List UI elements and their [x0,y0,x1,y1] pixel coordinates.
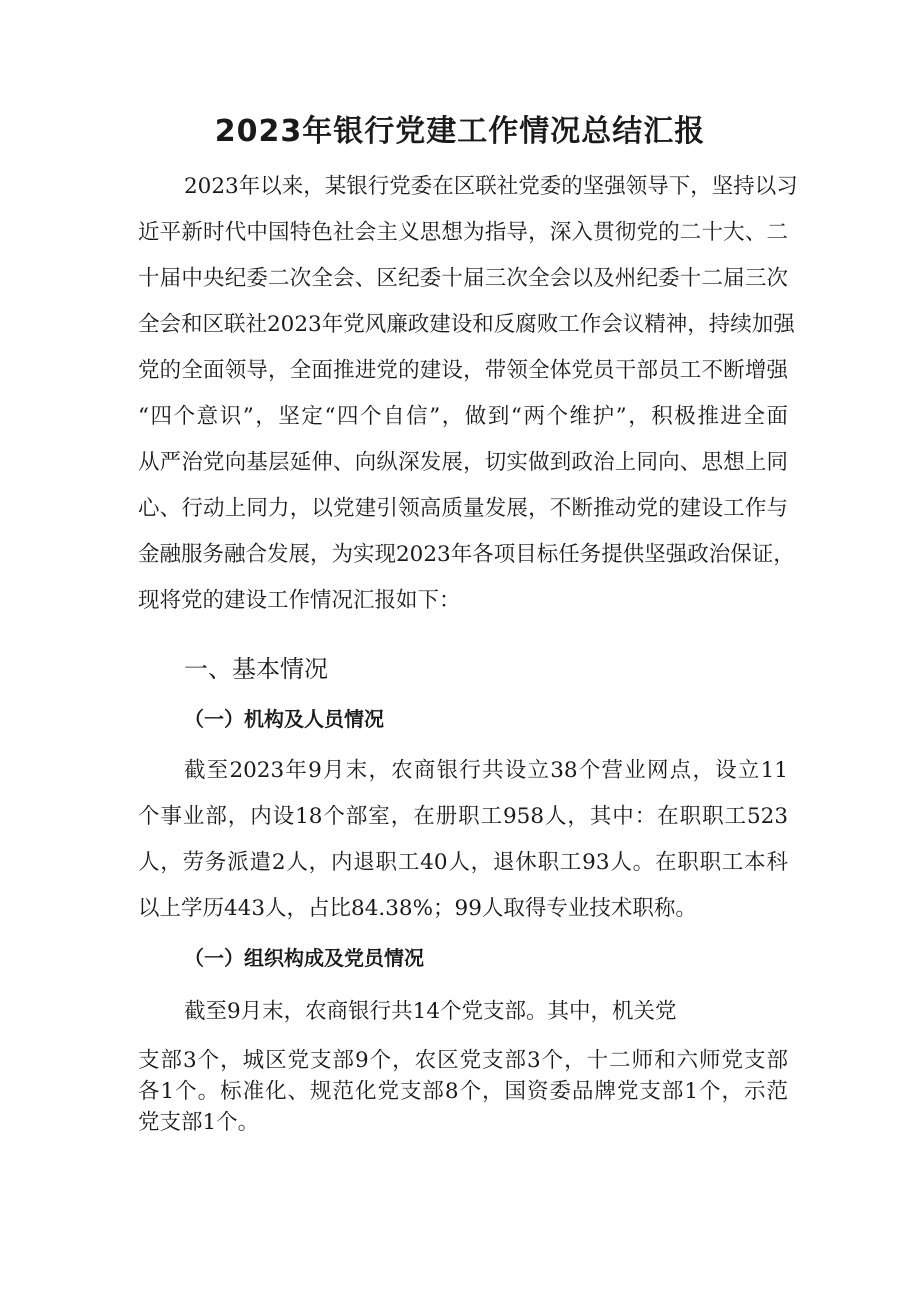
intro-line-4: 全会和区联社2023年党风廉政建设和反腐败工作会议精神，持续加强 [138,312,795,337]
subsection2-line-2: 支部3个，城区党支部9个，农区党支部3个，十二师和六师党支部 [138,1048,788,1073]
subsection-heading-institutions: （一）机构及人员情况 [184,707,384,731]
intro-line-8: 心、行动上同力，以党建引领高质量发展，不断推动党的建设工作与 [138,496,788,521]
intro-line-5: 党的全面领导，全面推进党的建设，带领全体党员干部员工不断增强 [138,358,788,383]
subsection2-line-3: 各1个。标准化、规范化党支部8个，国资委品牌党支部1个，示范 [138,1079,788,1104]
subsection2-line-4: 党支部1个。 [138,1110,260,1135]
subsection1-line-4: 以上学历443人，占比84.38%；99人取得专业技术职称。 [138,896,697,921]
subsection-heading-organization: （一）组织构成及党员情况 [184,946,424,970]
intro-line-10: 现将党的建设工作情况汇报如下： [138,588,461,613]
intro-line-2: 近平新时代中国特色社会主义思想为指导，深入贯彻党的二十大、二 [138,220,788,245]
subsection1-line-3: 人，劳务派遣2人，内退职工40人，退休职工93人。在职职工本科 [138,850,788,875]
intro-line-7: 从严治党向基层延伸、向纵深发展，切实做到政治上同向、思想上同 [138,450,788,475]
intro-line-3: 十届中央纪委二次全会、区纪委十届三次全会以及州纪委十二届三次 [138,266,788,291]
intro-line-1: 2023年以来，某银行党委在区联社党委的坚强领导下，坚持以习 [184,174,798,199]
document-title: 2023年银行党建工作情况总结汇报 [214,114,706,149]
subsection1-line-2: 个事业部，内设18个部室，在册职工958人，其中：在职职工523 [138,804,788,829]
subsection1-line-1: 截至2023年9月末，农商银行共设立38个营业网点，设立11 [184,758,788,783]
section-heading-basic-info: 一、基本情况 [184,655,328,683]
intro-line-9: 金融服务融合发展，为实现2023年各项目标任务提供坚强政治保证， [138,542,795,567]
intro-line-6: “四个意识”，坚定“四个自信”，做到“两个维护”，积极推进全面 [138,404,788,429]
subsection2-line-1: 截至9月末，农商银行共14个党支部。其中，机关党 [184,999,677,1024]
